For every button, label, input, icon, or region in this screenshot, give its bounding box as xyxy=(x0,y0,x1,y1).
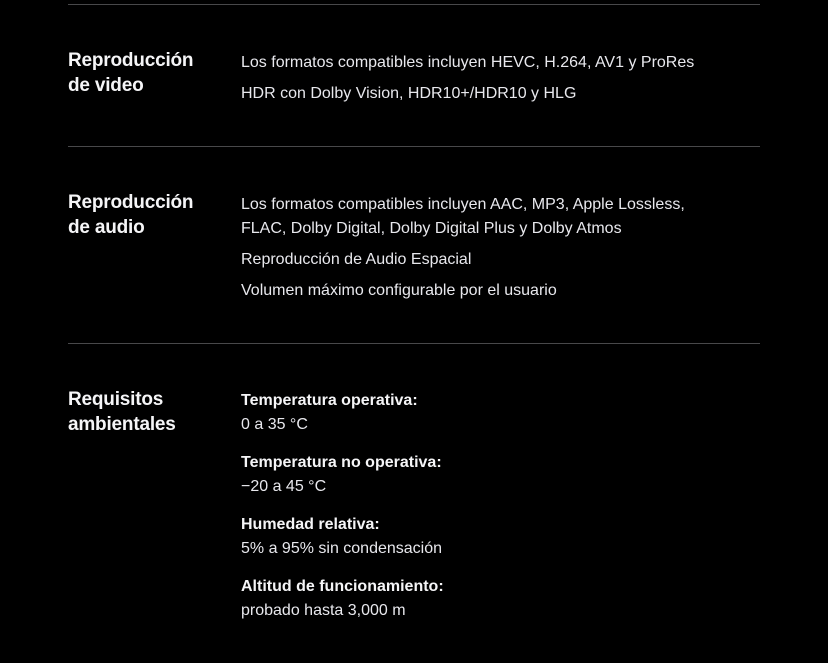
video-formats-text: Los formatos compatibles incluyen HEVC, H.264, AV1 y ProRes xyxy=(241,54,695,71)
spec-value: −20 a 45 °C xyxy=(241,478,327,495)
max-volume-text: Volumen máximo configurable por el usuario xyxy=(241,282,557,299)
video-heading-line-2: de video xyxy=(68,75,144,96)
spec-title: Temperatura no operativa: xyxy=(241,454,442,471)
audio-heading-line-2: de audio xyxy=(68,217,145,238)
audio-formats-line-1: Los formatos compatibles incluyen AAC, MP3, Apple Lossless, xyxy=(241,196,685,213)
spec-title: Humedad relativa: xyxy=(241,516,380,533)
spatial-audio-text: Reproducción de Audio Espacial xyxy=(241,251,472,268)
audio-formats-paragraph xyxy=(241,193,741,241)
environmental-requirements-details xyxy=(241,389,741,623)
operating-temperature-spec xyxy=(241,389,741,437)
relative-humidity-spec xyxy=(241,513,741,561)
environmental-requirements-heading xyxy=(68,387,228,437)
audio-playback-details xyxy=(241,193,741,303)
audio-playback-heading xyxy=(68,190,228,240)
spec-title: Temperatura operativa: xyxy=(241,392,418,409)
spec-value: 5% a 95% sin condensación xyxy=(241,540,443,557)
environment-heading-line-2: ambientales xyxy=(68,414,176,435)
video-playback-details xyxy=(241,51,741,106)
divider-audio-environment xyxy=(68,343,760,344)
video-heading-line-1: Reproducción xyxy=(68,50,194,71)
video-hdr-text: HDR con Dolby Vision, HDR10+/HDR10 y HLG xyxy=(241,85,577,102)
video-playback-heading xyxy=(68,48,228,98)
spec-value: 0 a 35 °C xyxy=(241,416,308,433)
audio-heading-line-1: Reproducción xyxy=(68,192,194,213)
spec-title: Altitud de funcionamiento: xyxy=(241,578,444,595)
spec-value: probado hasta 3,000 m xyxy=(241,602,406,619)
non-operating-temperature-spec xyxy=(241,451,741,499)
divider-top xyxy=(68,4,760,5)
operating-altitude-spec xyxy=(241,575,741,623)
environment-heading-line-1: Requisitos xyxy=(68,389,164,410)
audio-formats-line-2: FLAC, Dolby Digital, Dolby Digital Plus y Dolby Atmos xyxy=(241,220,622,237)
divider-video-audio xyxy=(68,146,760,147)
